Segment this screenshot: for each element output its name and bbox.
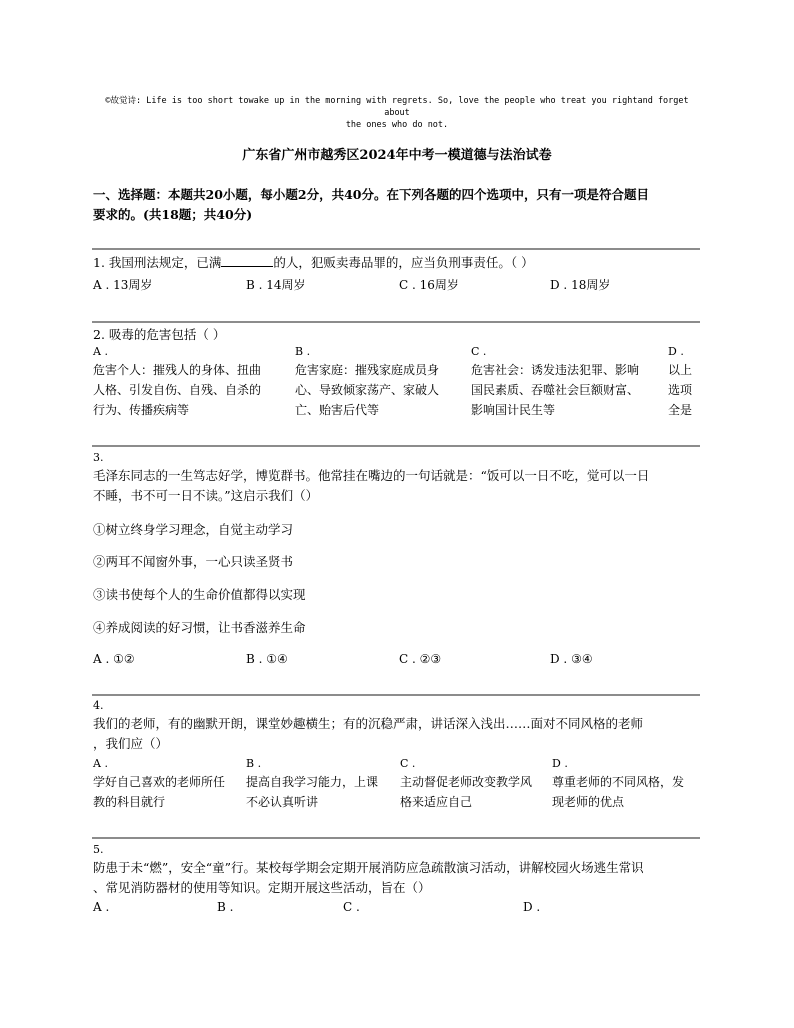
question-4-stem-line-2: ，我们应（） bbox=[93, 736, 169, 751]
question-3-option-b[interactable]: B . ①④ bbox=[246, 652, 288, 666]
motto-line-2: the ones who do not. bbox=[345, 120, 449, 130]
question-4-option-c[interactable] bbox=[400, 756, 552, 812]
question-5-number: 5. bbox=[93, 843, 104, 856]
option-text-line: 影响国计民生等 bbox=[471, 403, 556, 417]
question-3-statement-2: ②两耳不闻窗外事，一心只读圣贤书 bbox=[93, 554, 294, 569]
divider bbox=[92, 248, 700, 250]
question-3-stem-line-2: 不睡，书不可一日不读。”这启示我们（） bbox=[93, 488, 319, 503]
question-5-stem-line-1: 防患于未“燃”，安全“童”行。某校每学期会定期开展消防应急疏散演习活动，讲解校园火场逃生常识 bbox=[93, 860, 644, 875]
question-2-stem: 2. 吸毒的危害包括（ ） bbox=[93, 327, 226, 342]
question-5-option-b[interactable]: B . bbox=[217, 900, 234, 914]
question-5-stem bbox=[93, 842, 703, 898]
question-5-option-c[interactable]: C . bbox=[343, 900, 360, 914]
question-1-option-d[interactable]: D . 18周岁 bbox=[550, 278, 611, 292]
option-label: B . bbox=[246, 757, 262, 770]
question-4-option-d[interactable] bbox=[552, 756, 704, 812]
question-1-stem-start: 1. 我国刑法规定，已满 bbox=[93, 255, 222, 270]
page-title: 广东省广州市越秀区2024年中考一模道德与法治试卷 bbox=[242, 148, 552, 163]
question-4-stem bbox=[93, 698, 703, 754]
option-text-line: 格来适应自己 bbox=[400, 795, 473, 809]
option-text-line: 人格、引发自伤、自残、自杀的 bbox=[93, 383, 262, 397]
option-label: C . bbox=[400, 757, 416, 770]
question-2-option-d[interactable] bbox=[668, 344, 700, 420]
option-text-line: 现老师的优点 bbox=[552, 795, 625, 809]
question-5-stem-line-2: 、常见消防器材的使用等知识。定期开展这些活动，旨在（） bbox=[93, 880, 431, 895]
question-1-option-a[interactable]: A . 13周岁 bbox=[93, 278, 153, 292]
divider bbox=[92, 445, 700, 447]
option-label: A . bbox=[93, 757, 108, 770]
divider bbox=[92, 694, 700, 696]
option-text-line: 危害家庭：摧残家庭成员身 bbox=[295, 363, 440, 377]
divider bbox=[92, 321, 700, 323]
question-3-stem bbox=[93, 450, 703, 506]
question-3-option-c[interactable]: C . ②③ bbox=[399, 652, 442, 666]
answer-blank bbox=[221, 253, 273, 267]
question-2-option-c[interactable] bbox=[471, 344, 666, 420]
option-text-line: 心、导致倾家荡产、家破人 bbox=[295, 383, 440, 397]
question-2-option-b[interactable] bbox=[295, 344, 465, 420]
option-text-line: 尊重老师的不同风格，发 bbox=[552, 775, 685, 789]
option-text-line: 不必认真听讲 bbox=[246, 795, 319, 809]
question-4-option-a[interactable] bbox=[93, 756, 245, 812]
question-1-option-c[interactable]: C . 16周岁 bbox=[399, 278, 459, 292]
option-text-line: 亡、贻害后代等 bbox=[295, 403, 380, 417]
question-5-option-d[interactable]: D . bbox=[523, 900, 541, 914]
option-text-line: 提高自我学习能力，上课 bbox=[246, 775, 379, 789]
option-text-line: 以上 bbox=[668, 363, 693, 377]
option-text-line: 主动督促老师改变教学风 bbox=[400, 775, 533, 789]
option-label: D . bbox=[668, 345, 684, 358]
option-text-line: 危害社会：诱发违法犯罪、影响 bbox=[471, 363, 640, 377]
question-4-option-b[interactable] bbox=[246, 756, 398, 812]
question-2-option-a[interactable] bbox=[93, 344, 288, 420]
option-label: C . bbox=[471, 345, 487, 358]
question-1-stem-end: 的人，犯贩卖毒品罪的，应当负刑事责任。（ ） bbox=[273, 255, 534, 270]
question-4-stem-line-1: 我们的老师，有的幽默开朗，课堂妙趣横生；有的沉稳严肃，讲话深入浅出……面对不同风格的老师 bbox=[93, 716, 644, 731]
option-label: A . bbox=[93, 345, 108, 358]
option-text-line: 危害个人：摧残人的身体、扭曲 bbox=[93, 363, 262, 377]
section-heading-line-2: 要求的。(共18题；共40分) bbox=[93, 207, 253, 222]
question-5-option-a[interactable]: A . bbox=[93, 900, 110, 914]
question-1-stem bbox=[93, 253, 703, 273]
divider bbox=[92, 837, 700, 839]
question-3-option-d[interactable]: D . ③④ bbox=[550, 652, 593, 666]
question-3-statement-1: ①树立终身学习理念，自觉主动学习 bbox=[93, 522, 294, 537]
option-text-line: 全是 bbox=[668, 403, 693, 417]
option-label: B . bbox=[295, 345, 311, 358]
question-3-statement-4: ④养成阅读的好习惯，让书香滋养生命 bbox=[93, 620, 306, 635]
option-text-line: 国民素质、吞噬社会巨额财富、 bbox=[471, 383, 640, 397]
question-3-option-a[interactable]: A . ①② bbox=[93, 652, 135, 666]
header-motto bbox=[95, 95, 699, 131]
option-label: D . bbox=[552, 757, 568, 770]
section-heading-line-1: 一、选择题：本题共20小题，每小题2分，共40分。在下列各题的四个选项中，只有一项是符合题目 bbox=[93, 187, 649, 202]
section-heading bbox=[93, 185, 703, 225]
question-3-stem-line-1: 毛泽东同志的一生笃志好学，博览群书。他常挂在嘴边的一句话就是：“饭可以一日不吃，觉可以一日 bbox=[93, 468, 650, 483]
question-3-number: 3. bbox=[93, 451, 104, 464]
motto-line-1: ©故觉诗: Life is too short towake up in the morning with regrets. So, love the people who treat you rightand forget about bbox=[105, 96, 689, 118]
question-3-statement-3: ③读书使每个人的生命价值都得以实现 bbox=[93, 587, 306, 602]
option-text-line: 学好自己喜欢的老师所任 bbox=[93, 775, 226, 789]
question-4-number: 4. bbox=[93, 699, 104, 712]
option-text-line: 选项 bbox=[668, 383, 693, 397]
option-text-line: 教的科目就行 bbox=[93, 795, 166, 809]
question-1-option-b[interactable]: B . 14周岁 bbox=[246, 278, 306, 292]
option-text-line: 行为、传播疾病等 bbox=[93, 403, 190, 417]
